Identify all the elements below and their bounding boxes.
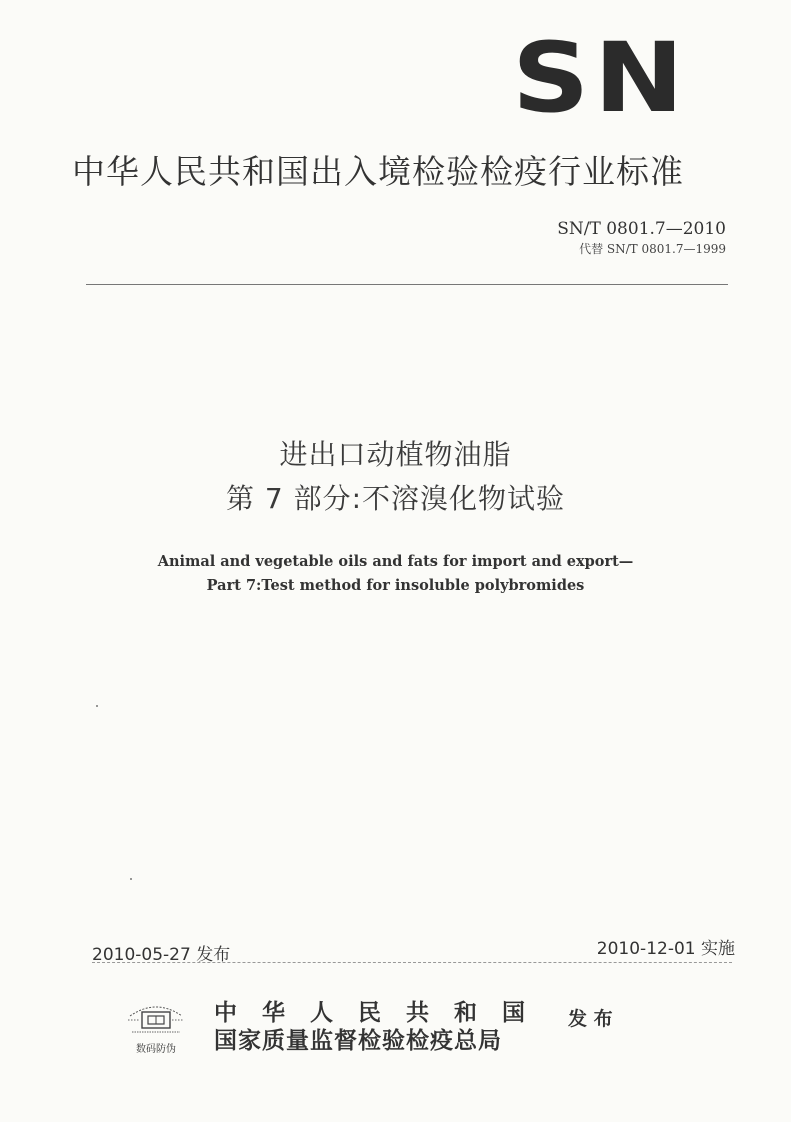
issuer-line1: 中 华 人 民 共 和 国 [214,999,526,1026]
issue-word: 发 布 [568,1008,613,1030]
date-divider [92,962,732,963]
seal-caption: 数码防伪 [136,1044,176,1055]
issuer-line2: 国家质量监督检验检疫总局 [214,1027,502,1054]
title-en-line2: Part 7:Test method for insoluble polybromides [206,577,585,594]
title-cn-line1: 进出口动植物油脂 [279,438,512,471]
header-divider [86,284,728,285]
implement-date: 2010-12-01 实施 [596,939,735,959]
scan-speck [130,878,132,880]
issue-date: 2010-05-27 发布 [92,945,231,965]
industry-standard-title: 中华人民共和国出入境检验检疫行业标准 [72,152,684,191]
title-cn-line2: 第 7 部分:不溶溴化物试验 [225,482,566,515]
sn-logo: SN [512,22,689,134]
title-en-line1: Animal and vegetable oils and fats for import and export— [157,553,634,570]
standard-code: SN/T 0801.7—2010 [557,219,726,239]
scan-speck [96,705,98,707]
replaces-standard: 代替 SN/T 0801.7—1999 [579,242,726,256]
